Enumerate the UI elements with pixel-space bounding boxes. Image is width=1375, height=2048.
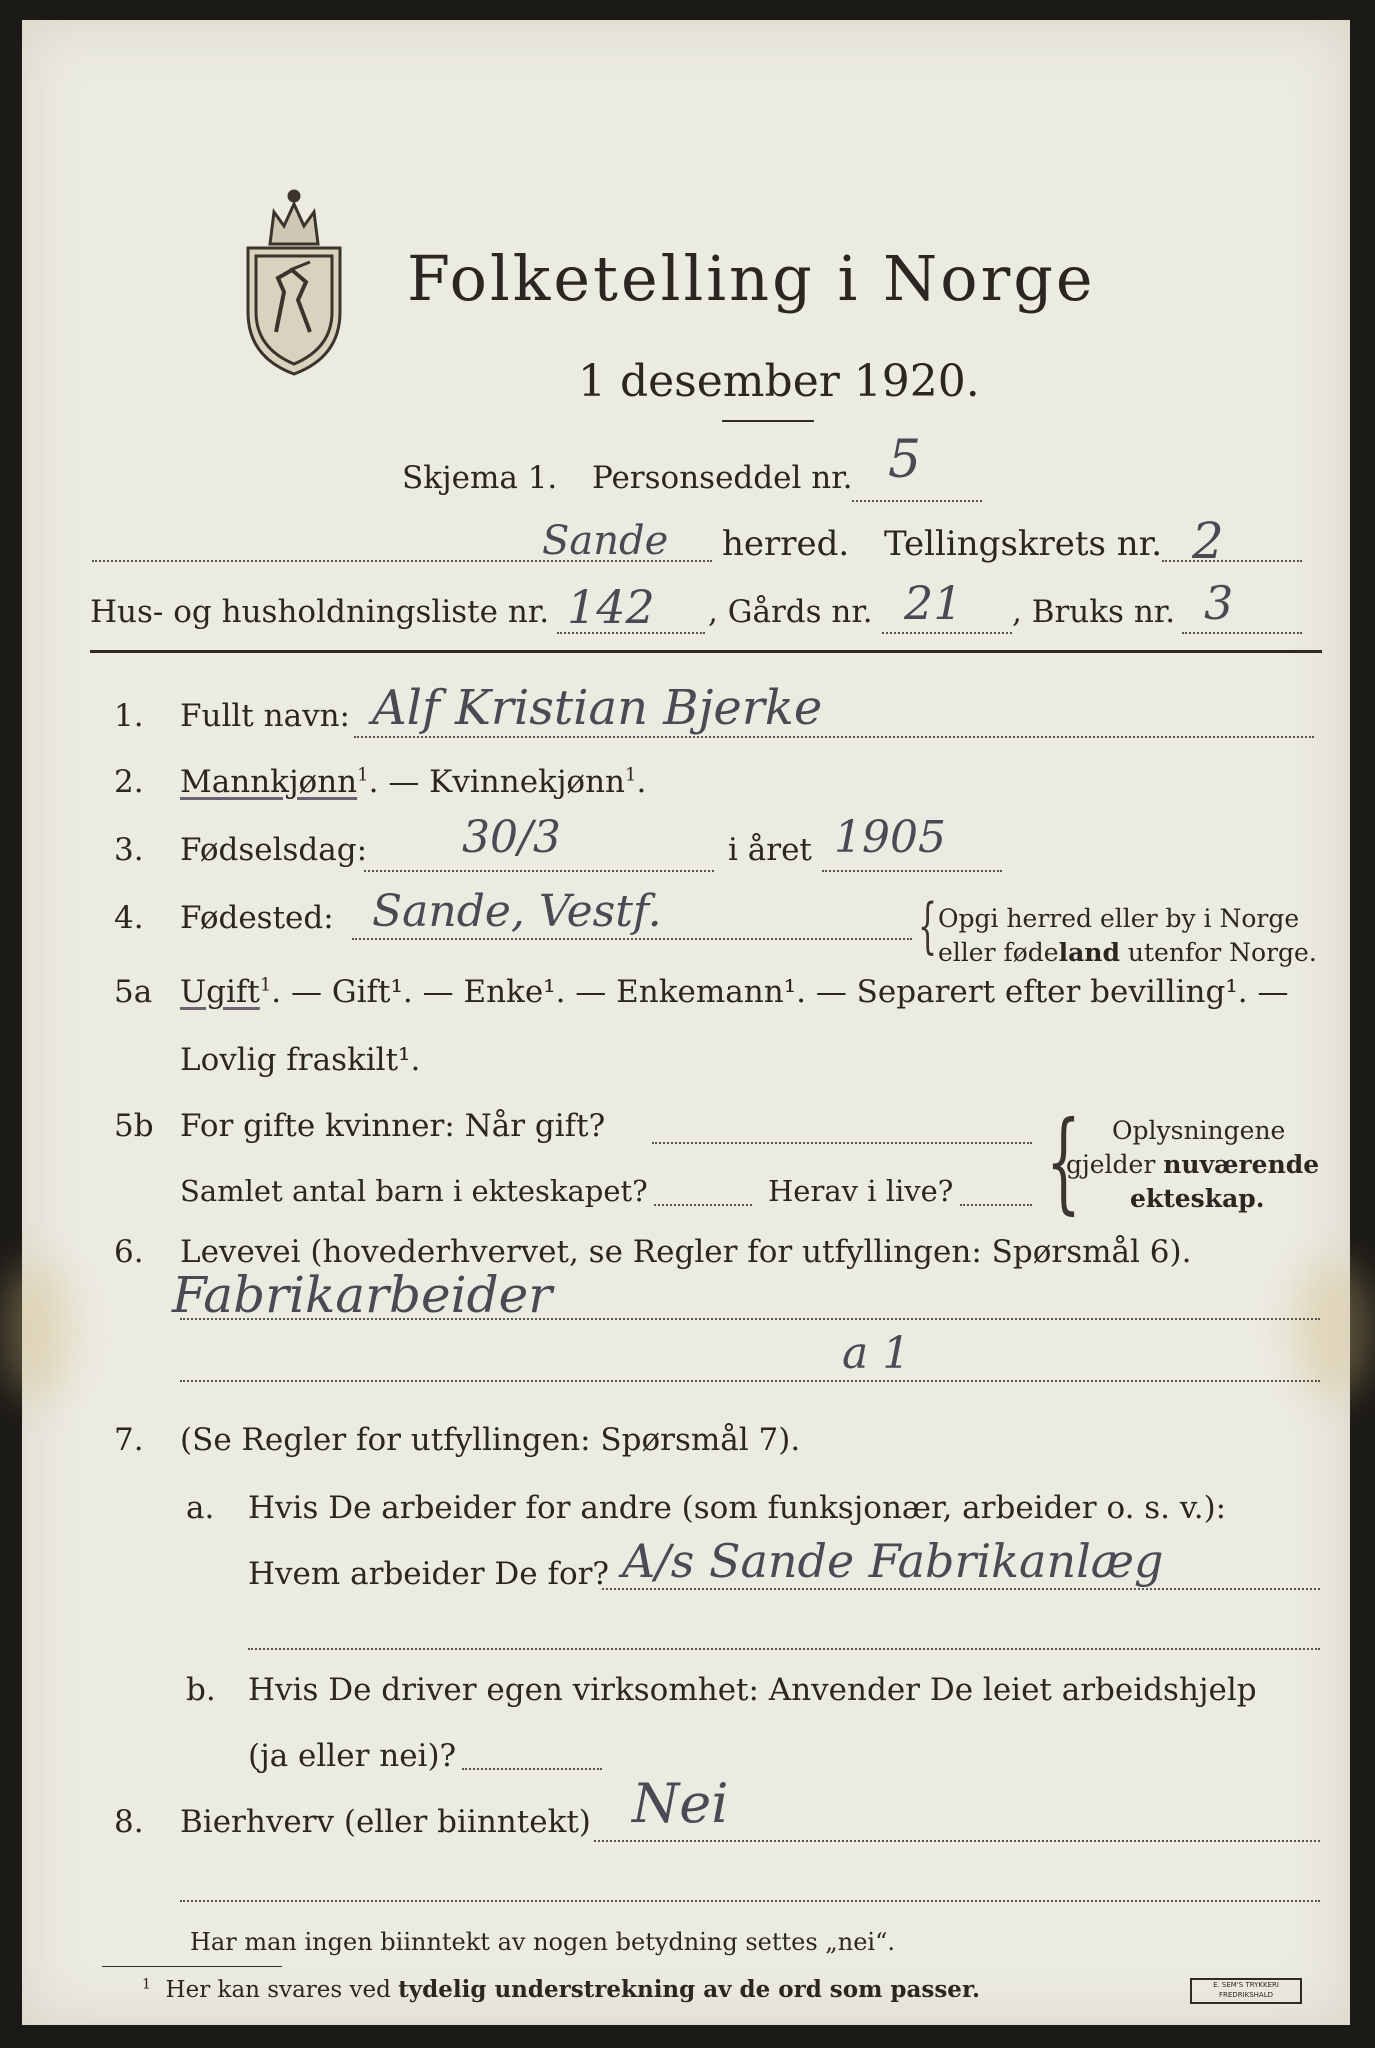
q1-number: 1. <box>114 698 144 734</box>
q5b-brace: { <box>1046 1097 1081 1225</box>
q7-label: (Se Regler for utfyllingen: Spørsmål 7). <box>180 1422 801 1458</box>
q7b-letter: b. <box>186 1672 216 1708</box>
census-form-page <box>22 20 1350 2025</box>
q5b-line1: For gifte kvinner: Når gift? <box>180 1108 606 1144</box>
header-rule <box>90 650 1322 653</box>
q6-label: Levevei (hovederhvervet, se Regler for utfyllingen: Spørsmål 6). <box>180 1234 1192 1270</box>
tellingskrets-value[interactable]: 2 <box>1192 512 1224 570</box>
no-income-note: Har man ingen biinntekt av nogen betydning settes „nei“. <box>190 1928 895 1956</box>
birth-year-value[interactable]: 1905 <box>834 812 946 863</box>
full-name-value[interactable]: Alf Kristian Bjerke <box>372 680 823 736</box>
footnote: $^1$ Her kan svares ved tydelig understrekning av de ord som passer. <box>142 1976 980 2003</box>
occupation-code[interactable]: a 1 <box>842 1328 911 1379</box>
printer-stamp: E. SEM'S TRYKKERI FREDRIKSHALD <box>1190 1978 1302 2004</box>
employer-value[interactable]: A/s Sande Fabrikanlæg <box>622 1534 1164 1588</box>
q2-end: . <box>636 764 647 800</box>
q5b-number: 5b <box>114 1108 154 1144</box>
gards-label: , Gårds nr. <box>708 594 873 630</box>
mannkjonn-option[interactable]: Mannkjønn <box>180 764 358 800</box>
q5a-other-options[interactable]: . — Gift¹. — Enke¹. — Enkemann¹. — Separert efter bevilling¹. — <box>271 974 1289 1010</box>
coat-of-arms-icon <box>240 182 348 386</box>
side-income-value[interactable]: Nei <box>632 1772 729 1835</box>
q4-note-line2: eller fødeland utenfor Norge. <box>938 938 1317 967</box>
herred-label: herred. <box>722 524 850 564</box>
bruks-label: , Bruks nr. <box>1012 594 1176 630</box>
personseddel-value[interactable]: 5 <box>888 430 922 490</box>
footnote-rule <box>102 1966 282 1967</box>
q5b-note-line2: gjelder nuværende <box>1066 1150 1320 1179</box>
q3-number: 3. <box>114 832 144 868</box>
hus-value[interactable]: 142 <box>567 580 655 634</box>
gards-value[interactable]: 21 <box>904 576 963 630</box>
q5b-note-line1: Oplysningene <box>1112 1116 1286 1145</box>
year-label: i året <box>728 832 812 868</box>
q7a-letter: a. <box>186 1490 215 1526</box>
q4-number: 4. <box>114 900 144 936</box>
ugift-option[interactable]: Ugift <box>180 974 260 1010</box>
q2-separator: . — <box>368 764 430 800</box>
q8-label: Bierhverv (eller biinntekt) <box>180 1804 591 1840</box>
q1-label: Fullt navn: <box>180 698 350 734</box>
q7-number: 7. <box>114 1422 144 1458</box>
q2-number: 2. <box>114 764 144 800</box>
kvinnekjonn-option[interactable]: Kvinnekjønn <box>429 764 626 800</box>
herred-value[interactable]: Sande <box>542 518 669 564</box>
q5b-line2a: Samlet antal barn i ekteskapet? <box>180 1174 648 1208</box>
q5b-line2b: Herav i live? <box>768 1174 954 1208</box>
lovlig-fraskilt-option[interactable]: Lovlig fraskilt¹. <box>180 1042 421 1078</box>
q7a-line1: Hvis De arbeider for andre (som funksjonær, arbeider o. s. v.): <box>248 1490 1227 1526</box>
q5a-options: Ugift$^1$. — Gift¹. — Enke¹. — Enkemann¹. — Separert efter bevilling¹. — <box>180 974 1289 1010</box>
q7b-line2: (ja eller nei)? <box>248 1738 457 1774</box>
title-divider <box>722 420 814 422</box>
census-date: 1 desember 1920. <box>578 356 980 407</box>
tellingskrets-label: Tellingskrets nr. <box>884 524 1163 564</box>
occupation-value[interactable]: Fabrikarbeider <box>172 1266 553 1324</box>
q4-note-line1: Opgi herred eller by i Norge <box>938 904 1300 933</box>
q3-label: Fødselsdag: <box>180 832 368 868</box>
q4-label: Fødested: <box>180 900 334 936</box>
birthday-value[interactable]: 30/3 <box>462 812 561 863</box>
q2-options: Mannkjønn$^1$. — Kvinnekjønn$^1$. <box>180 764 647 800</box>
schema-label: Skjema 1. <box>402 460 558 496</box>
q4-brace: { <box>918 891 938 961</box>
q6-number: 6. <box>114 1234 144 1270</box>
q7b-line1: Hvis De driver egen virksomhet: Anvender De leiet arbeidshjelp <box>248 1672 1257 1708</box>
q5b-note-line3: ekteskap. <box>1130 1184 1265 1213</box>
hus-label: Hus- og husholdningsliste nr. <box>90 594 550 630</box>
bruks-value[interactable]: 3 <box>1204 576 1234 630</box>
form-title: Folketelling i Norge <box>407 242 1096 315</box>
personseddel-label: Personseddel nr. <box>592 460 853 496</box>
birthplace-value[interactable]: Sande, Vestf. <box>372 886 662 937</box>
q5a-number: 5a <box>114 974 153 1010</box>
q7a-line2: Hvem arbeider De for? <box>248 1556 610 1592</box>
q8-number: 8. <box>114 1804 144 1840</box>
